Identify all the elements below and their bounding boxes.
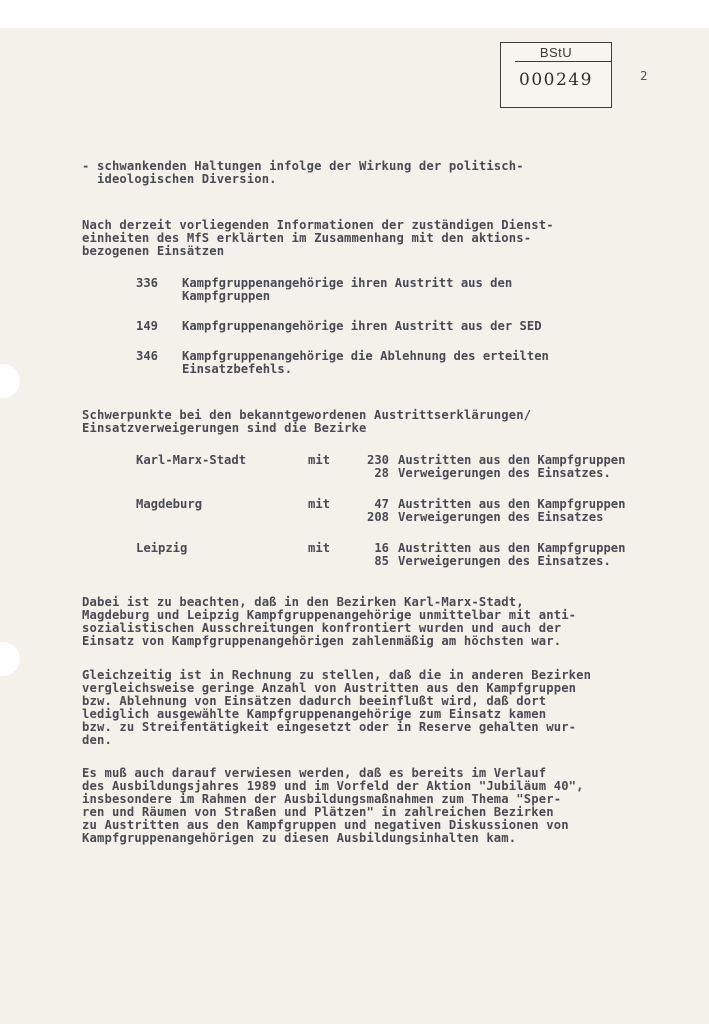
text-line: bezogenen Einsätzen	[82, 244, 225, 258]
district-count: 208	[366, 510, 389, 524]
text-line: Schwerpunkte bei den bekanntgewordenen Austrittserklärungen/	[82, 408, 532, 422]
district-text: Verweigerungen des Einsatzes.	[398, 466, 611, 480]
district-count: 230	[366, 453, 389, 467]
stat-text: Kampfgruppen	[182, 289, 271, 303]
text-line: Kampfgruppenangehörigen zu diesen Ausbildungsinhalten kam.	[82, 831, 517, 845]
scan-top-border	[0, 0, 709, 28]
text-line: Einsatzverweigerungen sind die Bezirke	[82, 421, 367, 435]
district-name: Magdeburg	[136, 497, 203, 511]
text-line: ren und Räumen von Straßen und Plätzen" in zahlreichen Bezirken	[82, 805, 554, 819]
punch-hole-upper	[0, 364, 20, 398]
text-line: Dabei ist zu beachten, daß in den Bezirken Karl-Marx-Stadt,	[82, 595, 524, 609]
stamp-number: 000249	[519, 70, 593, 90]
district-name: Leipzig	[136, 541, 188, 555]
stat-count: 346	[136, 349, 159, 363]
stat-text: Kampfgruppenangehörige ihren Austritt aus der SED	[182, 319, 542, 333]
text-line: einheiten des MfS erklärten im Zusammenhang mit den aktions-	[82, 231, 532, 245]
text-line: vergleichsweise geringe Anzahl von Austritten aus den Kampfgruppen	[82, 681, 577, 695]
district-count: 28	[374, 466, 389, 480]
district-text: Verweigerungen des Einsatzes.	[398, 554, 611, 568]
stat-text: Kampfgruppenangehörige die Ablehnung des erteilten	[182, 349, 549, 363]
district-count: 85	[374, 554, 389, 568]
district-count: 16	[374, 541, 389, 555]
archive-stamp	[500, 42, 612, 108]
district-text: Austritten aus den Kampfgruppen	[398, 453, 626, 467]
page-number: 2	[640, 68, 648, 83]
punch-hole-lower	[0, 642, 20, 676]
stamp-divider	[515, 61, 611, 62]
district-text: Austritten aus den Kampfgruppen	[398, 541, 626, 555]
district-with: mit	[308, 453, 331, 467]
stat-text: Einsatzbefehls.	[182, 362, 293, 376]
text-line: Nach derzeit vorliegenden Informationen der zuständigen Dienst-	[82, 218, 554, 232]
text-line: sozialistischen Ausschreitungen konfrontiert wurden und auch der	[82, 621, 562, 635]
text-line: - schwankenden Haltungen infolge der Wirkung der politisch-	[82, 159, 524, 173]
text-line: Magdeburg und Leipzig Kampfgruppenangehörige unmittelbar mit anti-	[82, 608, 577, 622]
district-text: Austritten aus den Kampfgruppen	[398, 497, 626, 511]
text-line: ideologischen Diversion.	[82, 172, 277, 186]
district-with: mit	[308, 497, 331, 511]
district-with: mit	[308, 541, 331, 555]
text-line: bzw. Ablehnung von Einsätzen dadurch beeinflußt wird, daß dort	[82, 694, 547, 708]
stamp-title: BStU	[539, 45, 573, 60]
text-line: des Ausbildungsjahres 1989 und im Vorfeld der Aktion "Jubiläum 40",	[82, 779, 584, 793]
district-text: Verweigerungen des Einsatzes	[398, 510, 604, 524]
text-line: bzw. zu Streifentätigkeit eingesetzt oder in Reserve gehalten wur-	[82, 720, 577, 734]
district-count: 47	[374, 497, 389, 511]
text-line: den.	[82, 733, 112, 747]
text-line: insbesondere im Rahmen der Ausbildungsmaßnahmen zum Thema "Sper-	[82, 792, 562, 806]
text-line: Es muß auch darauf verwiesen werden, daß es bereits im Verlauf	[82, 766, 547, 780]
stat-text: Kampfgruppenangehörige ihren Austritt aus den	[182, 276, 513, 290]
text-line: Gleichzeitig ist in Rechnung zu stellen, daß die in anderen Bezirken	[82, 668, 592, 682]
text-line: zu Austritten aus den Kampfgruppen und negativen Diskussionen von	[82, 818, 569, 832]
stat-count: 336	[136, 276, 159, 290]
district-name: Karl-Marx-Stadt	[136, 453, 247, 467]
text-line: lediglich ausgewählte Kampfgruppenangehörige zum Einsatz kamen	[82, 707, 547, 721]
text-line: Einsatz von Kampfgruppenangehörigen zahlenmäßig am höchsten war.	[82, 634, 562, 648]
stat-count: 149	[136, 319, 159, 333]
